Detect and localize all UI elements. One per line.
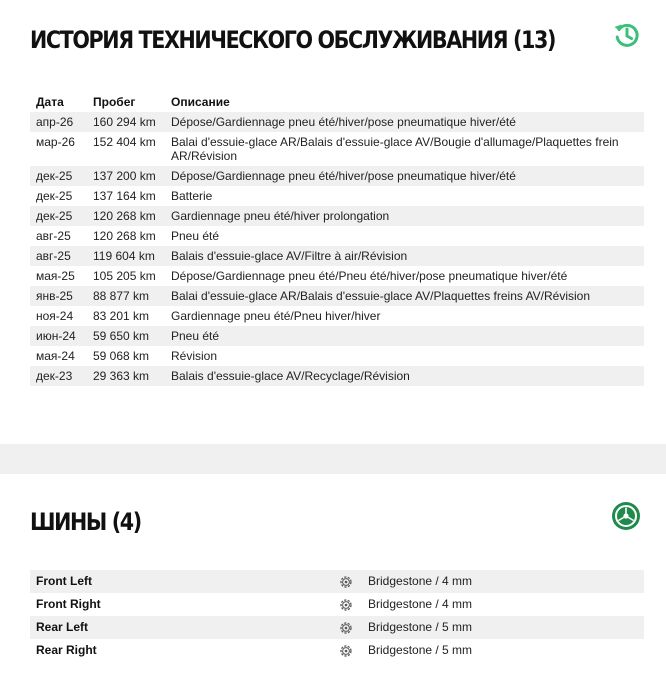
cell-mileage: 137 200 km (87, 166, 165, 186)
tire-position: Rear Right (36, 643, 97, 657)
table-row (30, 206, 644, 226)
cell-description: Dépose/Gardiennage pneu été/hiver/pose pneumatique hiver/été (165, 112, 644, 132)
column-header-mileage: Пробег (93, 94, 136, 109)
cell-mileage: 88 877 km (87, 286, 165, 306)
cell-description: Pneu été (165, 326, 644, 346)
cell-date: янв-25 (30, 286, 87, 306)
table-header-row (30, 90, 644, 112)
maintenance-table (30, 90, 644, 386)
cell-date: мая-25 (36, 269, 75, 283)
table-row (30, 306, 644, 326)
cell-date: авг-25 (36, 229, 71, 243)
tire-spec: Bridgestone / 5 mm (368, 620, 473, 634)
cell-date: дек-23 (30, 366, 87, 386)
column-header-date: Дата (36, 94, 64, 109)
cell-description: Balai d'essuie-glace AR/Balais d'essuie-glace AV/Plaquettes freins AV/Révision (165, 286, 644, 306)
tire-position: Front Left (36, 574, 92, 588)
table-row (30, 112, 644, 132)
cell-mileage: 119 604 km (87, 246, 165, 266)
cell-description: Balais d'essuie-glace AV/Recyclage/Révision (165, 366, 644, 386)
list-item (30, 616, 644, 639)
cell-description: Balai d'essuie-glace AR/Balais d'essuie-glace AV/Bougie d'allumage/Plaquettes frein AR/Révision (171, 135, 619, 163)
table-row (30, 266, 644, 286)
column-header-description: Описание (171, 94, 230, 109)
cell-mileage: 83 201 km (93, 309, 150, 323)
tire-spec: Bridgestone / 5 mm (368, 643, 473, 657)
cell-date: дек-25 (30, 206, 87, 226)
cell-description: Pneu été (171, 229, 220, 243)
gear-icon (338, 620, 354, 636)
table-row (30, 346, 644, 366)
tire-position: Front Right (36, 597, 101, 611)
cell-mileage: 120 268 km (87, 206, 165, 226)
tire-wheel-icon[interactable] (611, 501, 641, 531)
maintenance-history-title: ИСТОРИЯ ТЕХНИЧЕСКОГО ОБСЛУЖИВАНИЯ (13) (30, 26, 556, 54)
cell-description: Révision (171, 349, 218, 363)
cell-mileage: 29 363 km (87, 366, 165, 386)
table-row (30, 286, 644, 306)
cell-mileage: 59 068 km (93, 349, 150, 363)
cell-date: мая-24 (36, 349, 75, 363)
cell-description: Gardiennage pneu été/hiver prolongation (165, 206, 644, 226)
table-row (30, 246, 644, 266)
cell-date: дек-25 (30, 166, 87, 186)
tires-section (0, 474, 666, 684)
cell-date: авг-25 (30, 246, 87, 266)
tires-list (30, 570, 644, 662)
cell-date: ноя-24 (36, 309, 74, 323)
gear-icon (338, 643, 354, 659)
cell-mileage: 152 404 km (93, 135, 156, 149)
tire-position: Rear Left (36, 620, 89, 634)
cell-date: мар-26 (36, 135, 75, 149)
cell-date: дек-25 (36, 189, 73, 203)
cell-date: апр-26 (30, 112, 87, 132)
table-row (30, 186, 644, 206)
cell-mileage: 120 268 km (93, 229, 156, 243)
table-row (30, 366, 644, 386)
cell-mileage: 105 205 km (93, 269, 156, 283)
cell-date: июн-24 (30, 326, 87, 346)
gear-icon (338, 597, 354, 613)
cell-description: Batterie (171, 189, 213, 203)
cell-mileage: 137 164 km (93, 189, 156, 203)
cell-description: Dépose/Gardiennage pneu été/Pneu été/hiver/pose pneumatique hiver/été (171, 269, 568, 283)
list-item (30, 570, 644, 593)
cell-mileage: 160 294 km (87, 112, 165, 132)
cell-mileage: 59 650 km (87, 326, 165, 346)
history-icon[interactable] (612, 20, 642, 50)
table-row (30, 132, 644, 166)
gear-icon (338, 574, 354, 590)
table-row (30, 326, 644, 346)
section-divider (0, 444, 666, 474)
table-row (30, 226, 644, 246)
tire-spec: Bridgestone / 4 mm (368, 574, 473, 588)
cell-description: Dépose/Gardiennage pneu été/hiver/pose pneumatique hiver/été (165, 166, 644, 186)
list-item (30, 639, 644, 662)
table-row (30, 166, 644, 186)
tires-title: ШИНЫ (4) (30, 508, 141, 536)
tire-spec: Bridgestone / 4 mm (368, 597, 473, 611)
cell-description: Gardiennage pneu été/Pneu hiver/hiver (171, 309, 381, 323)
cell-description: Balais d'essuie-glace AV/Filtre à air/Révision (165, 246, 644, 266)
list-item (30, 593, 644, 616)
